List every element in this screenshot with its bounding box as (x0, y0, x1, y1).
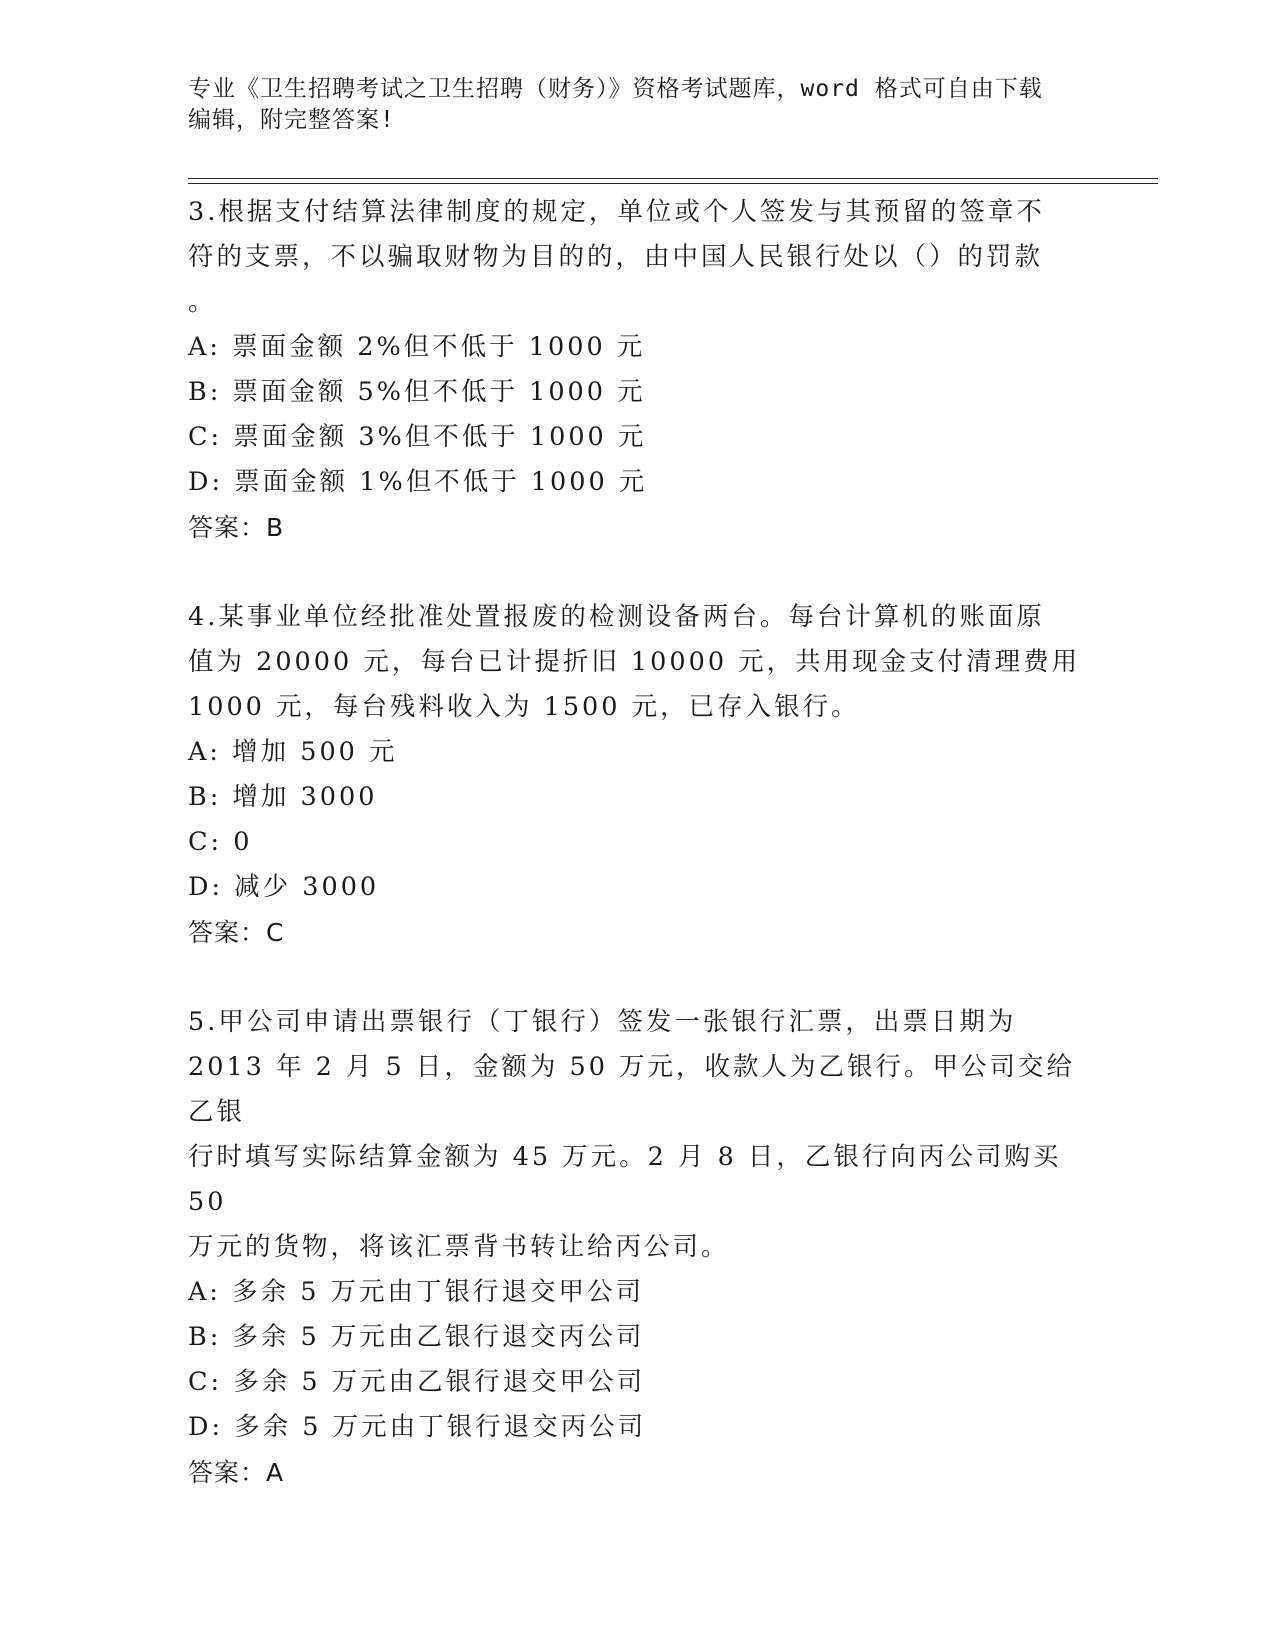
question-stem-line: 。 (188, 287, 217, 317)
option-c: C: 票面金额 3%但不低于 1000 元 (188, 422, 647, 452)
option-a: A: 增加 500 元 (188, 737, 398, 767)
option-c: C: 多余 5 万元由乙银行退交甲公司 (188, 1367, 646, 1397)
header-line-2: 编辑，附完整答案! (188, 107, 395, 133)
header-divider-top (188, 178, 1158, 179)
question-stem-line: 3.根据支付结算法律制度的规定，单位或个人签发与其预留的签章不 (188, 197, 1045, 227)
question-stem-line: 行时填写实际结算金额为 45 万元。2 月 8 日，乙银行向丙公司购买 50 (188, 1142, 1073, 1217)
option-d: D: 票面金额 1%但不低于 1000 元 (188, 467, 648, 497)
header-divider-bottom (188, 183, 1158, 184)
question-stem-line: 1000 元，每台残料收入为 1500 元，已存入银行。 (188, 692, 860, 722)
question-spacer (188, 550, 1088, 595)
option-d: D: 多余 5 万元由丁银行退交丙公司 (188, 1412, 647, 1442)
option-a: A: 票面金额 2%但不低于 1000 元 (188, 332, 646, 362)
option-c: C: 0 (188, 827, 253, 857)
header-line-1: 专业《卫生招聘考试之卫生招聘（财务）》资格考试题库，word 格式可自由下载 (188, 76, 1043, 102)
question-list (188, 190, 1088, 1495)
question-spacer (188, 955, 1088, 1000)
question-stem-line: 4.某事业单位经批准处置报废的检测设备两台。每台计算机的账面原 (188, 602, 1045, 632)
question-3 (188, 190, 1088, 550)
answer-line: 答案：C (188, 918, 285, 947)
document-header (188, 74, 1088, 136)
question-stem-line: 万元的货物，将该汇票背书转让给丙公司。 (188, 1232, 730, 1262)
option-b: B: 多余 5 万元由乙银行退交丙公司 (188, 1322, 645, 1352)
option-d: D: 减少 3000 (188, 872, 380, 902)
option-a: A: 多余 5 万元由丁银行退交甲公司 (188, 1277, 645, 1307)
question-stem-line: 值为 20000 元，每台已计提折旧 10000 元，共用现金支付清理费用 (188, 647, 1081, 677)
question-stem-line: 5.甲公司申请出票银行（丁银行）签发一张银行汇票，出票日期为 (188, 1007, 1017, 1037)
question-stem-line: 2013 年 2 月 5 日，金额为 50 万元，收款人为乙银行。甲公司交给乙银 (188, 1052, 1076, 1127)
answer-line: 答案：B (188, 513, 285, 542)
question-5 (188, 1000, 1088, 1495)
option-b: B: 票面金额 5%但不低于 1000 元 (188, 377, 646, 407)
question-4 (188, 595, 1088, 955)
question-stem-line: 符的支票，不以骗取财物为目的的，由中国人民银行处以（）的罚款 (188, 242, 1044, 272)
answer-line: 答案：A (188, 1458, 285, 1487)
option-b: B: 增加 3000 (188, 782, 378, 812)
